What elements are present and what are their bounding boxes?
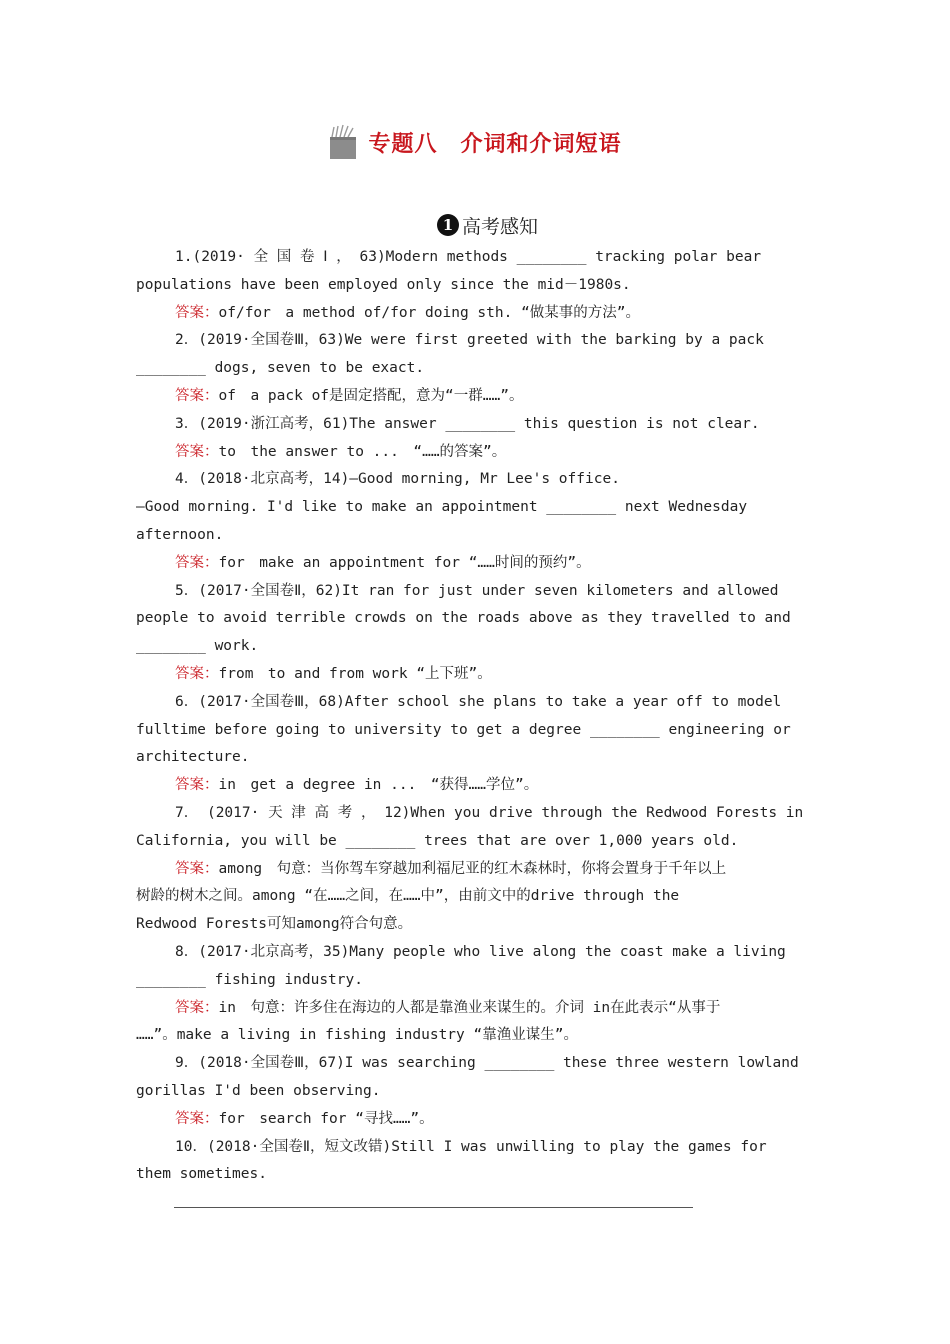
answer-line-text [136, 772, 814, 800]
answer-line-text: ……”。make a living in fishing industry “靠渔业谋生”。 [136, 1027, 578, 1044]
question-line: 6．(2017·全国卷Ⅲ，68)After school she plans to take a year off to model [175, 693, 782, 710]
answer-line-text [136, 856, 814, 884]
answer-text: of a pack of是固定搭配，意为“一群……”。 [218, 387, 524, 404]
answer-text: for search for “寻找……”。 [218, 1110, 434, 1127]
question-line: 2．(2019·全国卷Ⅲ，63)We were first greeted with the barking by a pack [175, 332, 764, 349]
question-line: 4．(2018·北京高考，14)—Good morning, Mr Lee's office. [175, 471, 620, 488]
question-line: —Good morning. I'd like to make an appointment ________ next Wednesday [136, 499, 748, 516]
answer-line-text [136, 550, 814, 578]
answer-text: from to and from work “上下班”。 [218, 665, 492, 682]
question-line: fulltime before going to university to get a degree ________ engineering or [136, 721, 791, 738]
question-line: gorillas I'd been observing. [136, 1082, 381, 1099]
answer-text: among 句意：当你驾车穿越加利福尼亚的红木森林时，你将会置身于千年以上 [218, 860, 727, 877]
answer-label: 答案： [175, 999, 219, 1016]
answer-text: to the answer to ... “……的答案”。 [218, 443, 507, 460]
answer-line [174, 1207, 693, 1208]
question-line: 3．(2019·浙江高考，61)The answer ________ this question is not clear. [175, 415, 760, 432]
answer-line-text [136, 661, 814, 689]
answer-label: 答案： [175, 860, 219, 877]
answer-label: 答案： [175, 304, 219, 321]
answer-line-text: 树龄的树木之间。among “在……之间，在……中”，由前文中的drive through the [136, 888, 680, 905]
answer-label: 答案： [175, 777, 219, 794]
question-line: afternoon. [136, 526, 224, 543]
answer-label: 答案： [175, 554, 219, 571]
answer-line-text [136, 1106, 814, 1134]
question-line: architecture. [136, 749, 250, 766]
question-line: populations have been employed only since the mid－1980s. [136, 276, 631, 293]
title-bar [0, 122, 950, 162]
page-title: 专题八 介词和介词短语 [368, 130, 622, 157]
answer-line-text: Redwood Forests可知among符合句意。 [136, 916, 413, 933]
answer-line-text [136, 300, 814, 328]
question-line: 7． (2017· 天 津 高 考 ， 12)When you drive through the Redwood Forests in [175, 804, 804, 821]
question-line: people to avoid terrible crowds on the roads above as they travelled to and [136, 610, 791, 627]
answer-text: in 句意：许多住在海边的人都是靠渔业来谋生的。介词 in在此表示“从事于 [218, 999, 721, 1016]
question-line: 5．(2017·全国卷Ⅱ，62)It ran for just under seven kilometers and allowed [175, 582, 779, 599]
question-line: ________ work. [136, 638, 259, 655]
book-icon [328, 123, 358, 161]
section-heading [0, 208, 950, 242]
section-label: 高考感知 [461, 215, 538, 238]
answer-label: 答案： [175, 665, 219, 682]
section-number: 1 [437, 214, 459, 236]
answer-line-text [136, 383, 814, 411]
answer-label: 答案： [175, 1110, 219, 1127]
question-line: 9．(2018·全国卷Ⅲ，67)I was searching ________ these three western lowland [175, 1055, 799, 1072]
question-list [136, 244, 814, 1189]
question-line: them sometimes. [136, 1166, 267, 1183]
question-line: 8．(2017·北京高考，35)Many people who live along the coast make a living [175, 943, 786, 960]
answer-text: of/for a method of/for doing sth. “做某事的方法”。 [218, 304, 641, 321]
answer-label: 答案： [175, 387, 219, 404]
answer-line-text [136, 439, 814, 467]
question-line: ________ dogs, seven to be exact. [136, 360, 425, 377]
question-line: 1.(2019· 全 国 卷 Ⅰ ， 63)Modern methods ________ tracking polar bear [175, 249, 762, 265]
question-line: 10．(2018·全国卷Ⅱ，短文改错)Still I was unwilling to play the games for [175, 1138, 767, 1155]
answer-text: in get a degree in ... “获得……学位”。 [218, 777, 539, 794]
question-line: California, you will be ________ trees that are over 1,000 years old. [136, 832, 739, 849]
answer-text: for make an appointment for “……时间的预约”。 [218, 554, 591, 571]
answer-label: 答案： [175, 443, 219, 460]
answer-line-text [136, 995, 814, 1023]
question-line: ________ fishing industry. [136, 971, 363, 988]
